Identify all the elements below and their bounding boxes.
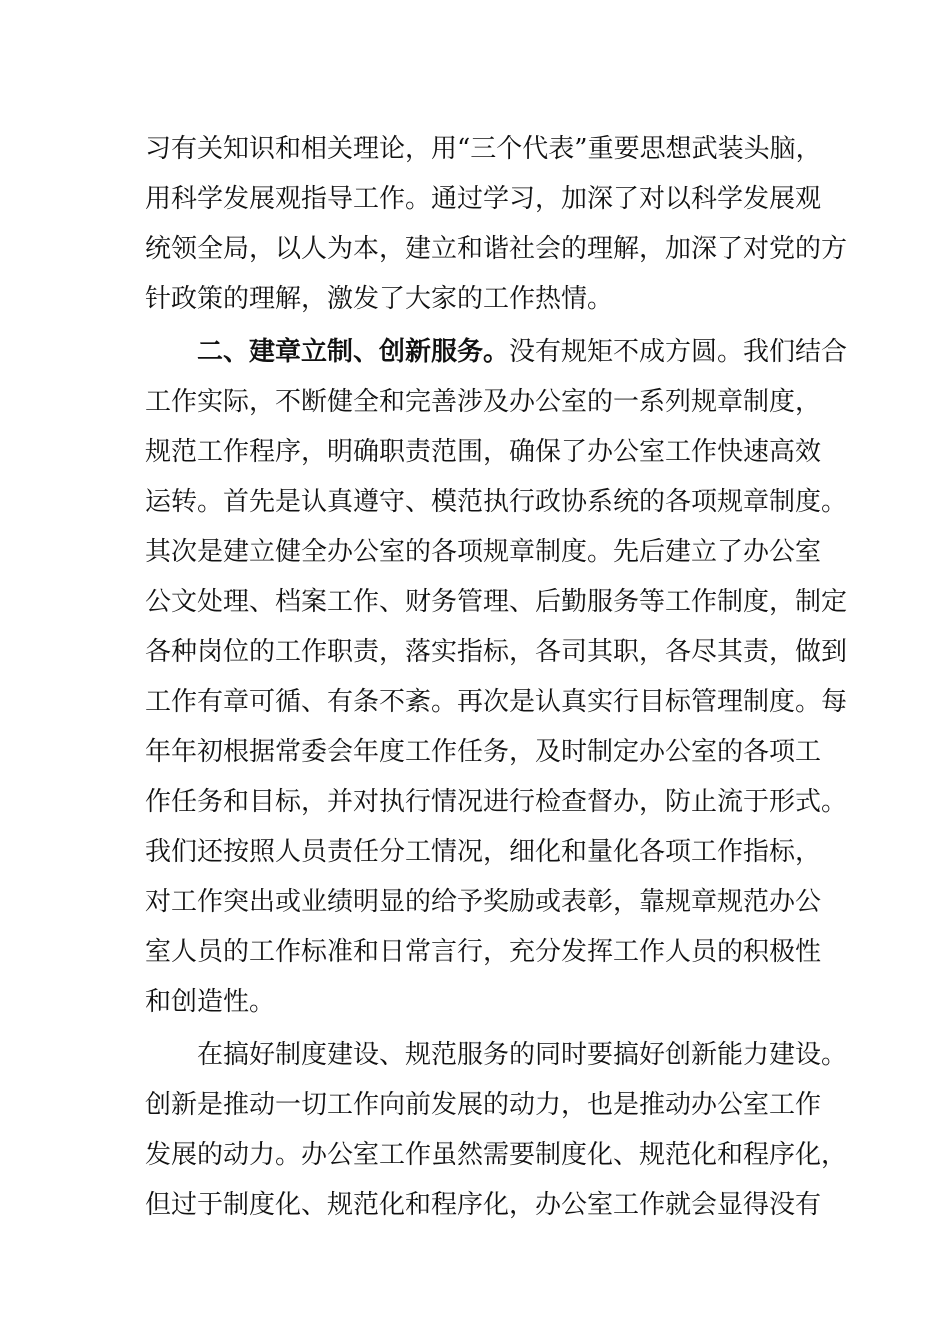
- text-line: 工作实际，不断健全和完善涉及办公室的一系列规章制度，: [145, 387, 822, 417]
- document-body: [145, 124, 848, 1230]
- text-line: 工作有章可循、有条不紊。再次是认真实行目标管理制度。每: [145, 687, 848, 717]
- text-line: 针政策的理解，激发了大家的工作热情。: [145, 284, 614, 314]
- text-line: 统领全局，以人为本，建立和谐社会的理解，加深了对党的方: [145, 234, 848, 264]
- text-line: 作任务和目标，并对执行情况进行检查督办，防止流于形式。: [145, 787, 848, 817]
- text-line: 我们还按照人员责任分工情况，细化和量化各项工作指标，: [145, 837, 822, 867]
- paragraph-innovation: [145, 1030, 848, 1230]
- text-line: 公文处理、档案工作、财务管理、后勤服务等工作制度，制定: [145, 587, 848, 617]
- section-heading: 二、建章立制、创新服务。: [197, 337, 510, 367]
- text-line: 但过于制度化、规范化和程序化，办公室工作就会显得没有: [145, 1190, 822, 1220]
- paragraph-rules: [145, 327, 848, 1027]
- text-line: 发展的动力。办公室工作虽然需要制度化、规范化和程序化，: [145, 1140, 848, 1170]
- text-line: 室人员的工作标准和日常言行，充分发挥工作人员的积极性: [145, 937, 822, 967]
- text-line: 对工作突出或业绩明显的给予奖励或表彰，靠规章规范办公: [145, 887, 822, 917]
- text-line: 年年初根据常委会年度工作任务，及时制定办公室的各项工: [145, 737, 822, 767]
- text-line: 用科学发展观指导工作。通过学习，加深了对以科学发展观: [145, 184, 822, 214]
- text-line: 创新是推动一切工作向前发展的动力，也是推动办公室工作: [145, 1090, 822, 1120]
- text-line: 习有关知识和相关理论，用“三个代表”重要思想武装头脑，: [145, 134, 822, 164]
- text-line: 运转。首先是认真遵守、模范执行政协系统的各项规章制度。: [145, 487, 848, 517]
- text-line-first: [145, 327, 848, 377]
- paragraph-study: [145, 124, 848, 324]
- text-line: 各种岗位的工作职责，落实指标，各司其职，各尽其责，做到: [145, 637, 848, 667]
- text-line: 其次是建立健全办公室的各项规章制度。先后建立了办公室: [145, 537, 822, 567]
- text-line: 规范工作程序，明确职责范围，确保了办公室工作快速高效: [145, 437, 822, 467]
- text-line: 和创造性。: [145, 987, 276, 1017]
- section-heading-rest: 没有规矩不成方圆。我们结合: [509, 337, 848, 367]
- text-line-first: 在搞好制度建设、规范服务的同时要搞好创新能力建设。: [197, 1040, 848, 1070]
